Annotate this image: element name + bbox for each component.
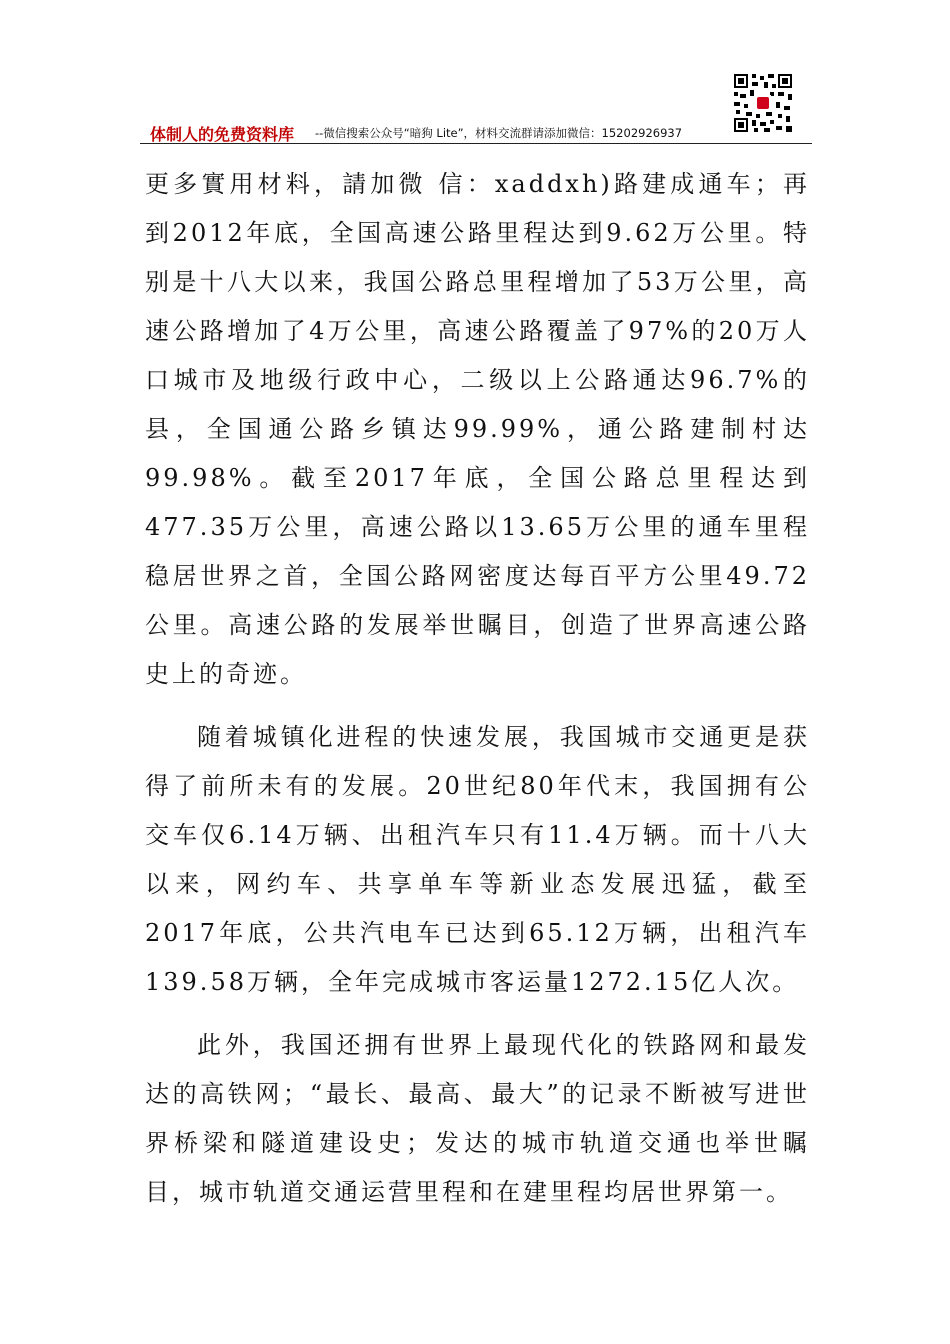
brand-title: 体制人的免费资料库	[150, 125, 295, 144]
header-divider	[140, 143, 812, 144]
qr-code-icon	[732, 72, 794, 134]
paragraph-urban-transit: 随着城镇化进程的快速发展，我国城市交通更是获得了前所未有的发展。20世纪80年代末，我国拥有公交车仅6.14万辆、出租汽车只有11.4万辆。而十八大以来，网约车、共享单车等新业态发展迅猛，截至2017年底，公共汽电车已达到65.12万辆，出租汽车139.58万辆，全年完成城市客运量1272.15亿人次。	[145, 723, 810, 996]
page-header	[140, 118, 812, 144]
paragraph-rail: 此外，我国还拥有世界上最现代化的铁路网和最发达的高铁网；“最长、最高、最大”的记录不断被写进世界桥梁和隧道建设史；发达的城市轨道交通也举世瞩目，城市轨道交通运营里程和在建里程均居世界第一。	[145, 1031, 810, 1206]
document-body	[145, 160, 810, 1217]
paragraph-roads: 更多實用材料，請加微 信：xaddxh)路建成通车；再到2012年底，全国高速公路里程达到9.62万公里。特别是十八大以来，我国公路总里程增加了53万公里，高速公路增加了4万公里，高速公路覆盖了97%的20万人口城市及地级行政中心，二级以上公路通达96.7%的县，全国通公路乡镇达99.99%，通公路建制村达99.98%。截至2017年底，全国公路总里程达到477.35万公里，高速公路以13.65万公里的通车里程稳居世界之首，全国公路网密度达每百平方公里49.72公里。高速公路的发展举世瞩目，创造了世界高速公路史上的奇迹。	[145, 170, 810, 688]
header-note: --微信搜索公众号“暗狗 Lite”，材料交流群请添加微信：15202926937	[315, 126, 683, 140]
